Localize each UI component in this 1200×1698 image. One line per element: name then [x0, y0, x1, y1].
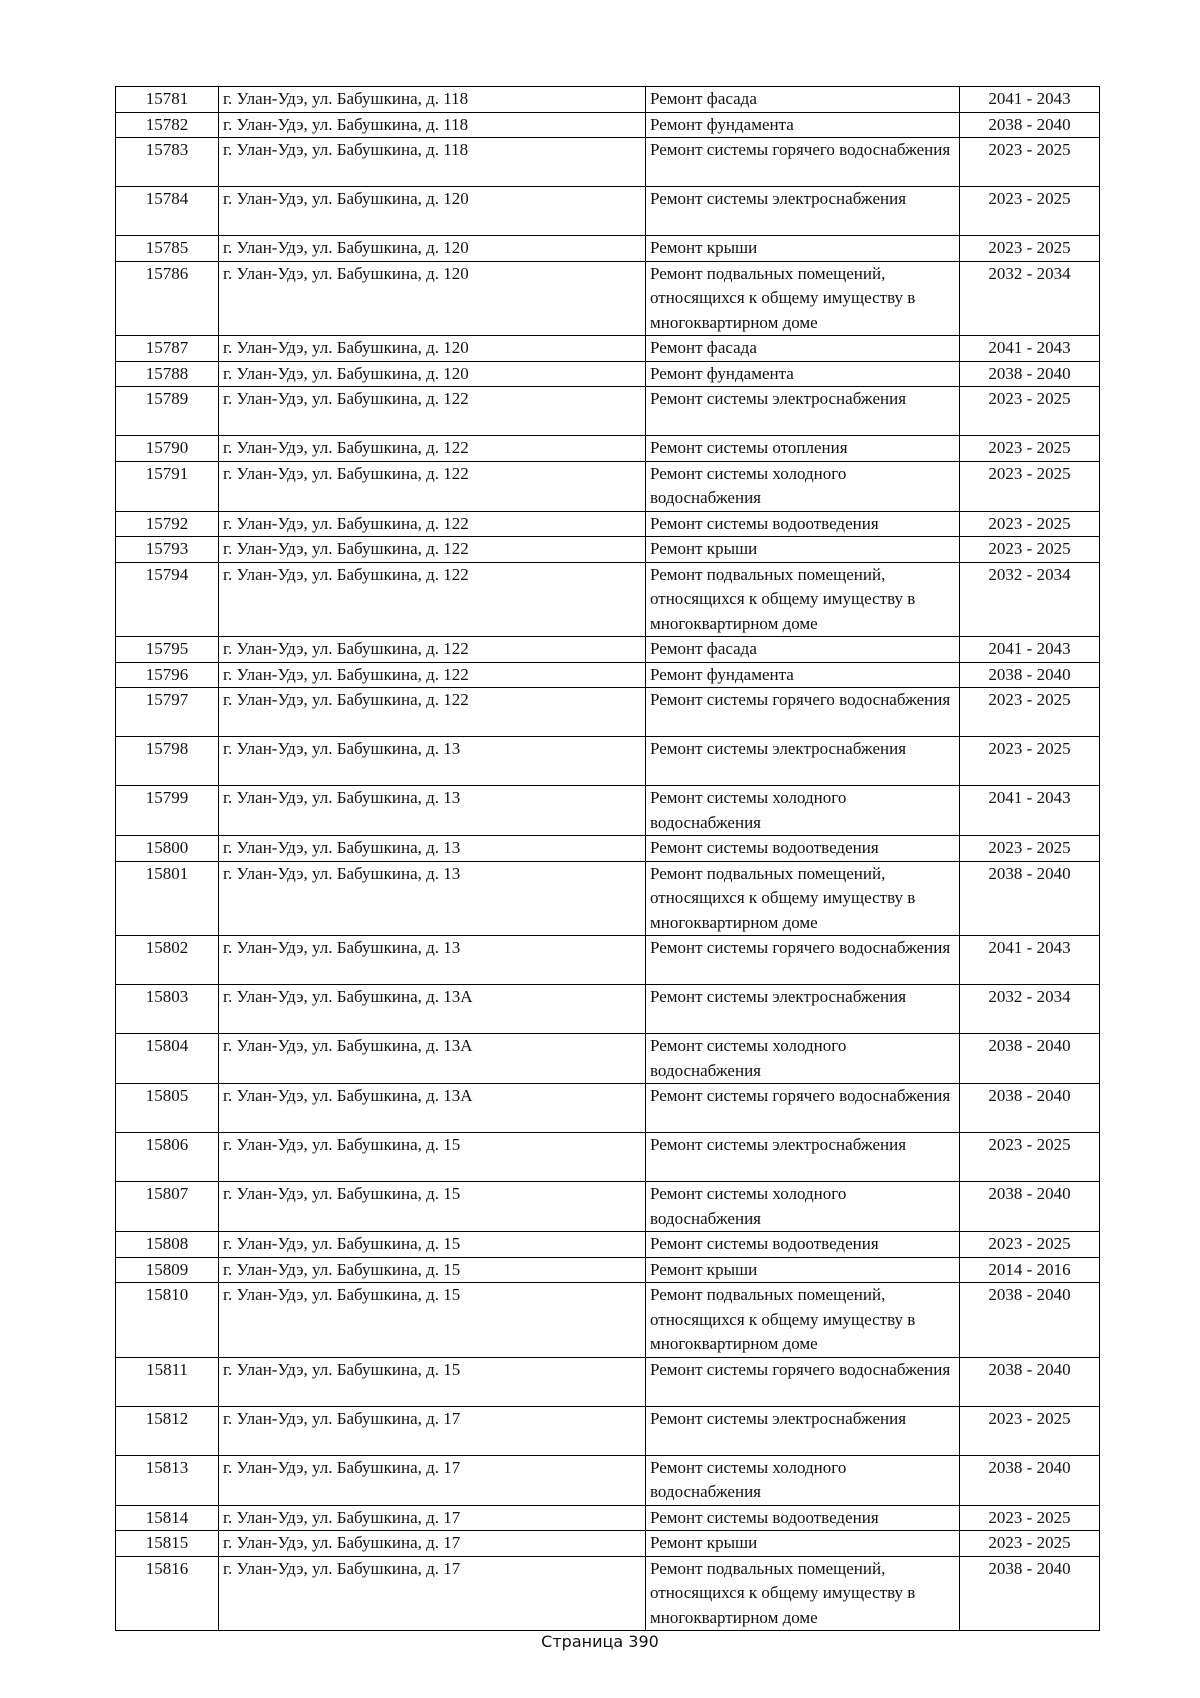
period-cell: 2041 - 2043	[960, 786, 1100, 836]
period-cell: 2032 - 2034	[960, 261, 1100, 336]
table-row	[116, 1531, 1100, 1557]
address-cell: г. Улан-Удэ, ул. Бабушкина, д. 13А	[219, 985, 646, 1034]
work-type-cell: Ремонт системы холодного водоснабжения	[646, 1034, 960, 1084]
row-number: 15791	[116, 461, 219, 511]
row-number: 15785	[116, 236, 219, 262]
table-row	[116, 1034, 1100, 1084]
address-cell: г. Улан-Удэ, ул. Бабушкина, д. 118	[219, 112, 646, 138]
work-type-cell: Ремонт фундамента	[646, 662, 960, 688]
row-number: 15795	[116, 637, 219, 663]
table-row	[116, 1406, 1100, 1455]
work-type-cell: Ремонт системы водоотведения	[646, 1505, 960, 1531]
work-type-cell: Ремонт системы горячего водоснабжения	[646, 1084, 960, 1133]
table-row	[116, 1357, 1100, 1406]
period-cell: 2023 - 2025	[960, 836, 1100, 862]
work-type-cell: Ремонт фасада	[646, 637, 960, 663]
period-cell: 2038 - 2040	[960, 1084, 1100, 1133]
period-cell: 2023 - 2025	[960, 511, 1100, 537]
table-row	[116, 138, 1100, 187]
address-cell: г. Улан-Удэ, ул. Бабушкина, д. 122	[219, 511, 646, 537]
row-number: 15782	[116, 112, 219, 138]
period-cell: 2023 - 2025	[960, 537, 1100, 563]
work-type-cell: Ремонт системы холодного водоснабжения	[646, 461, 960, 511]
address-cell: г. Улан-Удэ, ул. Бабушкина, д. 122	[219, 387, 646, 436]
period-cell: 2023 - 2025	[960, 1133, 1100, 1182]
address-cell: г. Улан-Удэ, ул. Бабушкина, д. 13	[219, 836, 646, 862]
work-type-cell: Ремонт крыши	[646, 537, 960, 563]
row-number: 15794	[116, 562, 219, 637]
period-cell: 2038 - 2040	[960, 1182, 1100, 1232]
work-type-cell: Ремонт системы электроснабжения	[646, 737, 960, 786]
row-number: 15805	[116, 1084, 219, 1133]
address-cell: г. Улан-Удэ, ул. Бабушкина, д. 17	[219, 1556, 646, 1631]
row-number: 15813	[116, 1455, 219, 1505]
table-row	[116, 662, 1100, 688]
table-row	[116, 1133, 1100, 1182]
work-type-cell: Ремонт системы водоотведения	[646, 1232, 960, 1258]
work-type-cell: Ремонт системы водоотведения	[646, 836, 960, 862]
address-cell: г. Улан-Удэ, ул. Бабушкина, д. 17	[219, 1531, 646, 1557]
work-type-cell: Ремонт крыши	[646, 236, 960, 262]
repair-schedule-table	[115, 86, 1100, 1631]
period-cell: 2023 - 2025	[960, 1505, 1100, 1531]
table-row	[116, 87, 1100, 113]
address-cell: г. Улан-Удэ, ул. Бабушкина, д. 122	[219, 637, 646, 663]
period-cell: 2023 - 2025	[960, 461, 1100, 511]
table-row	[116, 1182, 1100, 1232]
work-type-cell: Ремонт системы электроснабжения	[646, 985, 960, 1034]
row-number: 15807	[116, 1182, 219, 1232]
work-type-cell: Ремонт фасада	[646, 336, 960, 362]
period-cell: 2038 - 2040	[960, 1283, 1100, 1358]
table-row	[116, 236, 1100, 262]
row-number: 15811	[116, 1357, 219, 1406]
address-cell: г. Улан-Удэ, ул. Бабушкина, д. 118	[219, 87, 646, 113]
address-cell: г. Улан-Удэ, ул. Бабушкина, д. 17	[219, 1455, 646, 1505]
row-number: 15806	[116, 1133, 219, 1182]
work-type-cell: Ремонт системы горячего водоснабжения	[646, 1357, 960, 1406]
row-number: 15781	[116, 87, 219, 113]
period-cell: 2023 - 2025	[960, 236, 1100, 262]
period-cell: 2038 - 2040	[960, 861, 1100, 936]
period-cell: 2023 - 2025	[960, 138, 1100, 187]
row-number: 15814	[116, 1505, 219, 1531]
address-cell: г. Улан-Удэ, ул. Бабушкина, д. 15	[219, 1232, 646, 1258]
table-row	[116, 786, 1100, 836]
work-type-cell: Ремонт системы водоотведения	[646, 511, 960, 537]
table-row	[116, 836, 1100, 862]
table-row	[116, 1505, 1100, 1531]
table-row	[116, 985, 1100, 1034]
row-number: 15800	[116, 836, 219, 862]
period-cell: 2038 - 2040	[960, 662, 1100, 688]
table-row	[116, 1455, 1100, 1505]
work-type-cell: Ремонт фасада	[646, 87, 960, 113]
table-row	[116, 1283, 1100, 1358]
work-type-cell: Ремонт фундамента	[646, 112, 960, 138]
period-cell: 2038 - 2040	[960, 1455, 1100, 1505]
table-row	[116, 387, 1100, 436]
period-cell: 2023 - 2025	[960, 1531, 1100, 1557]
address-cell: г. Улан-Удэ, ул. Бабушкина, д. 122	[219, 461, 646, 511]
period-cell: 2032 - 2034	[960, 562, 1100, 637]
table-body	[116, 87, 1100, 1631]
row-number: 15790	[116, 436, 219, 462]
address-cell: г. Улан-Удэ, ул. Бабушкина, д. 17	[219, 1406, 646, 1455]
period-cell: 2023 - 2025	[960, 1232, 1100, 1258]
work-type-cell: Ремонт подвальных помещений, относящихся к общему имуществу в многоквартирном доме	[646, 861, 960, 936]
address-cell: г. Улан-Удэ, ул. Бабушкина, д. 13	[219, 861, 646, 936]
row-number: 15815	[116, 1531, 219, 1557]
work-type-cell: Ремонт системы горячего водоснабжения	[646, 138, 960, 187]
table-row	[116, 637, 1100, 663]
row-number: 15809	[116, 1257, 219, 1283]
table-row	[116, 1257, 1100, 1283]
table-row	[116, 936, 1100, 985]
row-number: 15786	[116, 261, 219, 336]
work-type-cell: Ремонт системы холодного водоснабжения	[646, 786, 960, 836]
table-row	[116, 436, 1100, 462]
table-row	[116, 461, 1100, 511]
work-type-cell: Ремонт крыши	[646, 1531, 960, 1557]
address-cell: г. Улан-Удэ, ул. Бабушкина, д. 122	[219, 436, 646, 462]
address-cell: г. Улан-Удэ, ул. Бабушкина, д. 13	[219, 936, 646, 985]
table-row	[116, 1556, 1100, 1631]
address-cell: г. Улан-Удэ, ул. Бабушкина, д. 118	[219, 138, 646, 187]
work-type-cell: Ремонт системы электроснабжения	[646, 387, 960, 436]
address-cell: г. Улан-Удэ, ул. Бабушкина, д. 15	[219, 1133, 646, 1182]
row-number: 15793	[116, 537, 219, 563]
period-cell: 2023 - 2025	[960, 737, 1100, 786]
period-cell: 2023 - 2025	[960, 1406, 1100, 1455]
row-number: 15810	[116, 1283, 219, 1358]
address-cell: г. Улан-Удэ, ул. Бабушкина, д. 17	[219, 1505, 646, 1531]
work-type-cell: Ремонт системы холодного водоснабжения	[646, 1455, 960, 1505]
row-number: 15799	[116, 786, 219, 836]
table-row	[116, 361, 1100, 387]
row-number: 15802	[116, 936, 219, 985]
row-number: 15787	[116, 336, 219, 362]
address-cell: г. Улан-Удэ, ул. Бабушкина, д. 15	[219, 1257, 646, 1283]
period-cell: 2023 - 2025	[960, 387, 1100, 436]
row-number: 15796	[116, 662, 219, 688]
address-cell: г. Улан-Удэ, ул. Бабушкина, д. 120	[219, 361, 646, 387]
period-cell: 2014 - 2016	[960, 1257, 1100, 1283]
address-cell: г. Улан-Удэ, ул. Бабушкина, д. 120	[219, 187, 646, 236]
work-type-cell: Ремонт системы холодного водоснабжения	[646, 1182, 960, 1232]
address-cell: г. Улан-Удэ, ул. Бабушкина, д. 122	[219, 688, 646, 737]
page-number: Страница 390	[541, 1632, 659, 1651]
row-number: 15804	[116, 1034, 219, 1084]
row-number: 15798	[116, 737, 219, 786]
work-type-cell: Ремонт системы электроснабжения	[646, 1133, 960, 1182]
address-cell: г. Улан-Удэ, ул. Бабушкина, д. 122	[219, 662, 646, 688]
work-type-cell: Ремонт подвальных помещений, относящихся к общему имуществу в многоквартирном доме	[646, 562, 960, 637]
work-type-cell: Ремонт подвальных помещений, относящихся к общему имуществу в многоквартирном доме	[646, 1283, 960, 1358]
address-cell: г. Улан-Удэ, ул. Бабушкина, д. 122	[219, 537, 646, 563]
period-cell: 2038 - 2040	[960, 112, 1100, 138]
table-row	[116, 537, 1100, 563]
work-type-cell: Ремонт крыши	[646, 1257, 960, 1283]
period-cell: 2041 - 2043	[960, 336, 1100, 362]
table-row	[116, 688, 1100, 737]
period-cell: 2023 - 2025	[960, 688, 1100, 737]
period-cell: 2038 - 2040	[960, 1034, 1100, 1084]
table-row	[116, 187, 1100, 236]
row-number: 15789	[116, 387, 219, 436]
address-cell: г. Улан-Удэ, ул. Бабушкина, д. 15	[219, 1283, 646, 1358]
table-row	[116, 336, 1100, 362]
address-cell: г. Улан-Удэ, ул. Бабушкина, д. 120	[219, 261, 646, 336]
table-row	[116, 562, 1100, 637]
row-number: 15784	[116, 187, 219, 236]
work-type-cell: Ремонт подвальных помещений, относящихся к общему имуществу в многоквартирном доме	[646, 1556, 960, 1631]
period-cell: 2041 - 2043	[960, 936, 1100, 985]
address-cell: г. Улан-Удэ, ул. Бабушкина, д. 120	[219, 236, 646, 262]
work-type-cell: Ремонт системы горячего водоснабжения	[646, 936, 960, 985]
row-number: 15788	[116, 361, 219, 387]
row-number: 15797	[116, 688, 219, 737]
table-row	[116, 112, 1100, 138]
address-cell: г. Улан-Удэ, ул. Бабушкина, д. 13А	[219, 1034, 646, 1084]
address-cell: г. Улан-Удэ, ул. Бабушкина, д. 13	[219, 737, 646, 786]
period-cell: 2023 - 2025	[960, 187, 1100, 236]
period-cell: 2032 - 2034	[960, 985, 1100, 1034]
work-type-cell: Ремонт системы электроснабжения	[646, 187, 960, 236]
table-row	[116, 511, 1100, 537]
work-type-cell: Ремонт подвальных помещений, относящихся к общему имуществу в многоквартирном доме	[646, 261, 960, 336]
work-type-cell: Ремонт фундамента	[646, 361, 960, 387]
period-cell: 2041 - 2043	[960, 637, 1100, 663]
table-row	[116, 261, 1100, 336]
row-number: 15803	[116, 985, 219, 1034]
address-cell: г. Улан-Удэ, ул. Бабушкина, д. 15	[219, 1357, 646, 1406]
row-number: 15812	[116, 1406, 219, 1455]
table-row	[116, 737, 1100, 786]
row-number: 15792	[116, 511, 219, 537]
table-row	[116, 1084, 1100, 1133]
work-type-cell: Ремонт системы электроснабжения	[646, 1406, 960, 1455]
period-cell: 2038 - 2040	[960, 1357, 1100, 1406]
row-number: 15801	[116, 861, 219, 936]
address-cell: г. Улан-Удэ, ул. Бабушкина, д. 13	[219, 786, 646, 836]
work-type-cell: Ремонт системы горячего водоснабжения	[646, 688, 960, 737]
address-cell: г. Улан-Удэ, ул. Бабушкина, д. 120	[219, 336, 646, 362]
period-cell: 2038 - 2040	[960, 1556, 1100, 1631]
period-cell: 2038 - 2040	[960, 361, 1100, 387]
table-row	[116, 861, 1100, 936]
row-number: 15783	[116, 138, 219, 187]
work-type-cell: Ремонт системы отопления	[646, 436, 960, 462]
address-cell: г. Улан-Удэ, ул. Бабушкина, д. 122	[219, 562, 646, 637]
table-row	[116, 1232, 1100, 1258]
row-number: 15808	[116, 1232, 219, 1258]
address-cell: г. Улан-Удэ, ул. Бабушкина, д. 15	[219, 1182, 646, 1232]
period-cell: 2023 - 2025	[960, 436, 1100, 462]
row-number: 15816	[116, 1556, 219, 1631]
period-cell: 2041 - 2043	[960, 87, 1100, 113]
address-cell: г. Улан-Удэ, ул. Бабушкина, д. 13А	[219, 1084, 646, 1133]
